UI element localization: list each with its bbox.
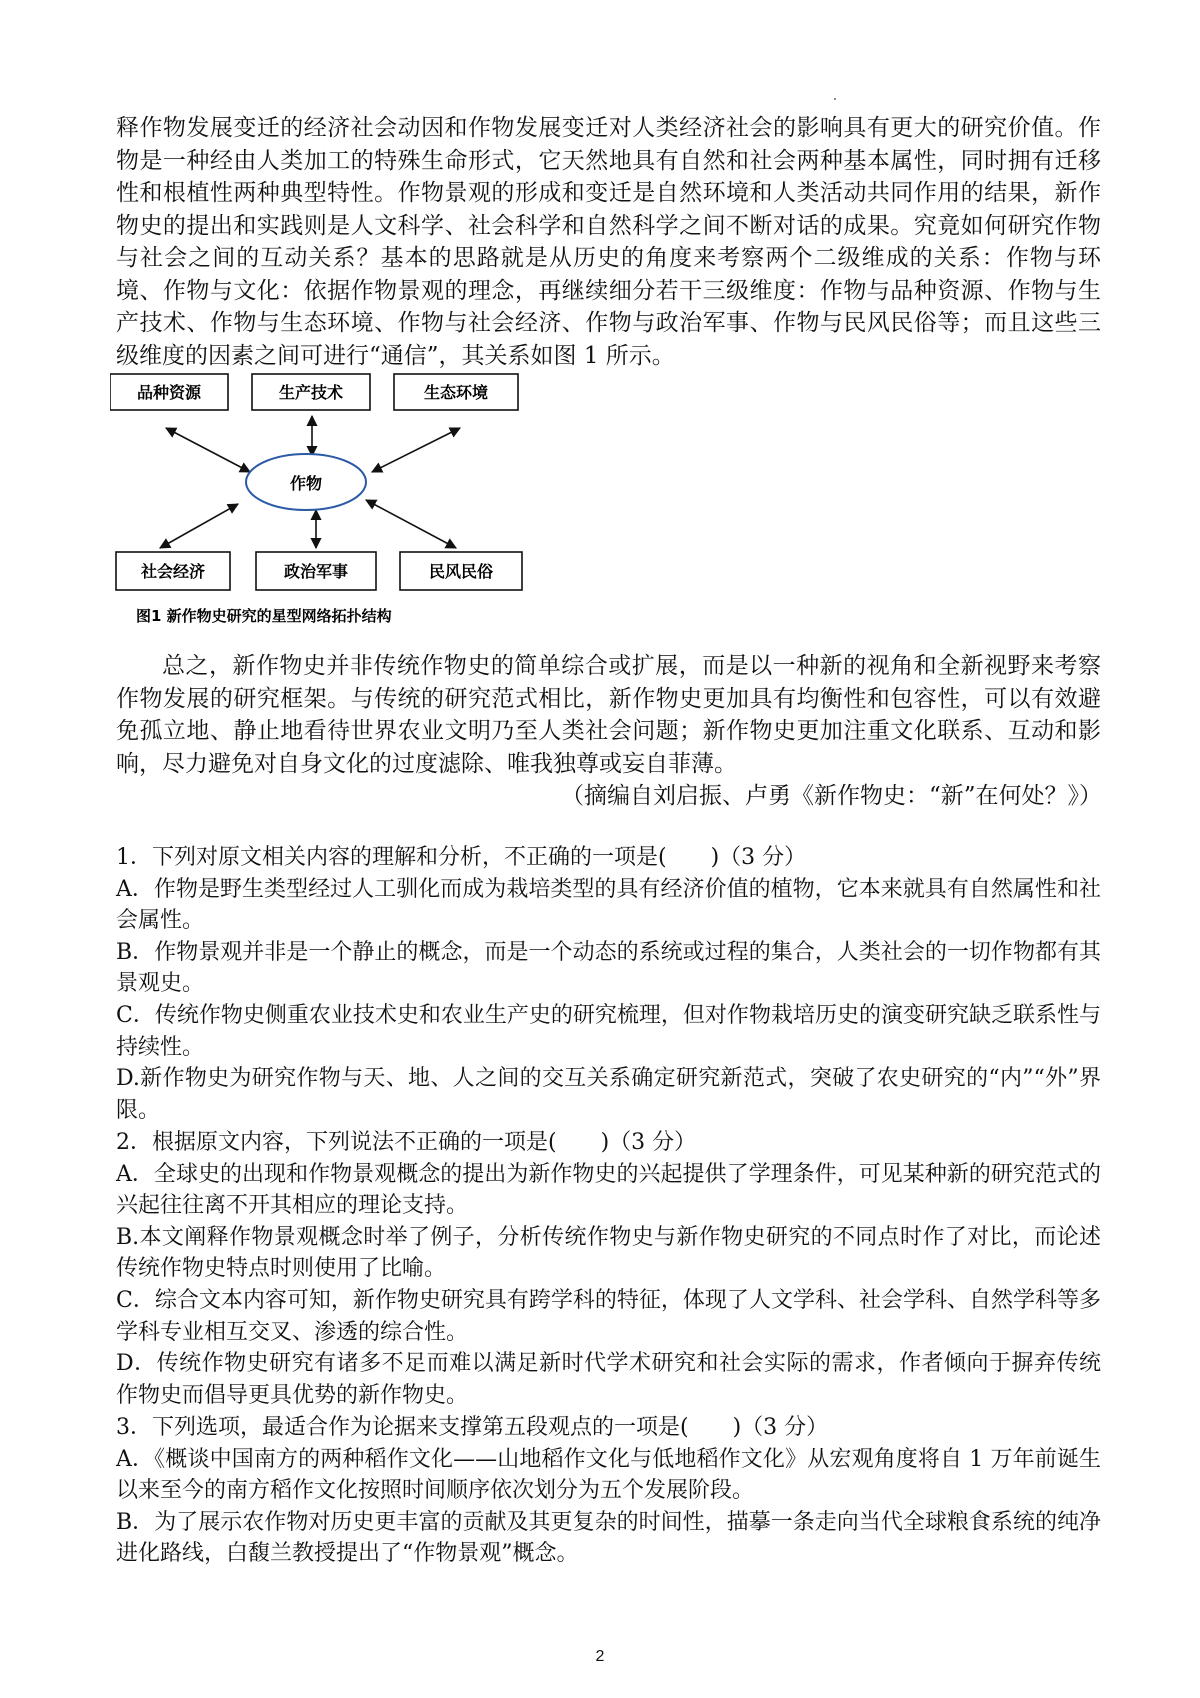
label-customs: 民风民俗 [428,562,494,581]
option-a: A．全球史的出现和作物景观概念的提出为新作物史的兴起提供了学理条件，可见某种新的研究范式的兴起往往离不开其相应的理论支持。 [116,1161,1101,1219]
question-1 [116,842,1101,1126]
source-citation: （摘编自刘启振、卢勇《新作物史：“新”在何处？》） [560,783,1102,809]
option-a: A．作物是野生类型经过人工驯化而成为栽培类型的具有经济价值的植物，它本来就具有自然属性和社会属性。 [116,876,1101,934]
option-b: B．为了展示农作物对历史更丰富的贡献及其更复杂的时间性，描摹一条走向当代全球粮食系统的纯净进化路线，白馥兰教授提出了“作物景观”概念。 [116,1509,1101,1567]
option-c: C．综合文本内容可知，新作物史研究具有跨学科的特征，体现了人文学科、社会学科、自然学科等多学科专业相互交叉、渗透的综合性。 [116,1287,1101,1345]
arrow-economy [160,504,238,548]
label-ecology: 生态环境 [423,383,489,402]
star-network-figure [110,372,530,632]
figure-caption: 图1 新作物史研究的星型网络拓扑结构 [136,607,392,625]
arrow-customs [366,500,456,548]
option-c: C．传统作物史侧重农业技术史和农业生产史的研究梳理，但对作物栽培历史的演变研究缺乏联系性与持续性。 [116,1002,1101,1060]
scan-speck [834,98,836,100]
question-2 [116,1127,1101,1411]
question-stem: 1．下列对原文相关内容的理解和分析，不正确的一项是( )（3 分） [116,845,807,870]
page-number: 2 [595,1648,605,1665]
option-d: D.新作物史为研究作物与天、地、人之间的交互关系确定研究新范式，突破了农史研究的“内”“外”界限。 [116,1066,1101,1123]
label-politics: 政治军事 [283,562,349,581]
intro-paragraph: 释作物发展变迁的经济社会动因和作物发展变迁对人类经济社会的影响具有更大的研究价值。作物是一种经由人类加工的特殊生命形式，它天然地具有自然和社会两种基本属性，同时拥有迁移性和根植性两种典型特性。作物景观的形成和变迁是自然环境和人类活动共同作用的结果，新作物史的提出和实践则是人文科学、社会科学和自然科学之间不断对话的成果。究竟如何研究作物与社会之间的互动关系？基本的思路就是从历史的角度来考察两个二级维成的关系：作物与环境、作物与文化：依据作物景观的理念，再继续细分若干三级维度：作物与品种资源、作物与生产技术、作物与生态环境、作物与社会经济、作物与政治军事、作物与民风民俗等；而且这些三级维度的因素之间可进行“通信”，其关系如图 1 所示。 [116,115,1101,369]
summary-paragraph: 总之，新作物史并非传统作物史的简单综合或扩展，而是以一种新的视角和全新视野来考察作物发展的研究框架。与传统的研究范式相比，新作物史更加具有均衡性和包容性，可以有效避免孤立地、静止地看待世界农业文明乃至人类社会问题；新作物史更加注重文化联系、互动和影响，尽力避免对自身文化的过度滤除、唯我独尊或妄自菲薄。 [116,653,1101,777]
label-varieties: 品种资源 [136,383,202,402]
label-technology: 生产技术 [278,383,344,402]
center-label: 作物 [289,474,323,493]
label-economy: 社会经济 [140,562,206,581]
question-3 [116,1412,1101,1570]
option-b: B.本文阐释作物景观概念时举了例子，分析传统作物史与新作物史研究的不同点时作了对比，而论述传统作物史特点时则使用了比喻。 [116,1224,1101,1282]
question-stem: 3．下列选项，最适合作为论据来支撑第五段观点的一项是( )（3 分） [116,1415,829,1440]
option-b: B．作物景观并非是一个静止的概念，而是一个动态的系统或过程的集合，人类社会的一切作物都有其景观史。 [116,939,1101,997]
arrow-ecology [372,428,460,472]
option-a: A．《概谈中国南方的两种稻作文化——山地稻作文化与低地稻作文化》从宏观角度将自 1 万年前诞生以来至今的南方稻作文化按照时间顺序依次划分为五个发展阶段。 [116,1446,1101,1504]
arrow-varieties [166,428,250,472]
option-d: D．传统作物史研究有诸多不足而难以满足新时代学术研究和社会实际的需求，作者倾向于摒弃传统作物史而倡导更具优势的新作物史。 [116,1351,1101,1408]
question-stem: 2．根据原文内容，下列说法不正确的一项是( )（3 分） [116,1130,697,1155]
